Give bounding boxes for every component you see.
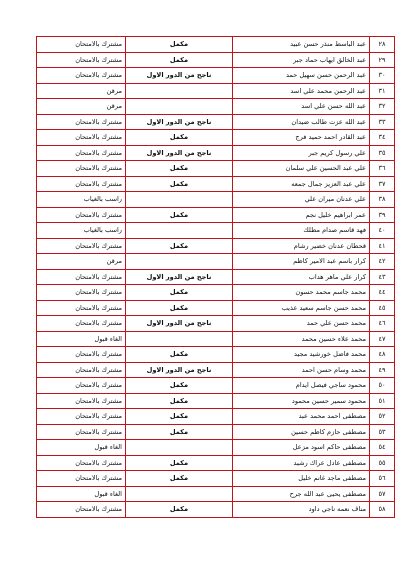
row-number: ٤١ <box>370 238 395 254</box>
student-name: محمد وسام حسن احمد <box>233 362 370 378</box>
table-row <box>37 176 395 192</box>
result-cell: مكمل <box>126 409 233 425</box>
table-row <box>37 455 395 471</box>
result-cell <box>126 486 233 502</box>
result-cell <box>126 192 233 208</box>
table-row <box>37 37 395 53</box>
result-cell: مكمل <box>126 161 233 177</box>
student-name: مصطفى حازم كاظم حسين <box>233 424 370 440</box>
result-cell: مكمل <box>126 130 233 146</box>
status-cell: مرقن <box>37 83 126 99</box>
row-number: ٣٤ <box>370 130 395 146</box>
status-cell: مشترك بالامتحان <box>37 269 126 285</box>
student-name: كرار علي ماهر هداب <box>233 269 370 285</box>
table-row <box>37 316 395 332</box>
row-number: ٥٦ <box>370 471 395 487</box>
row-number: ٤٢ <box>370 254 395 270</box>
status-cell: مشترك بالامتحان <box>37 347 126 363</box>
result-cell <box>126 440 233 456</box>
row-number: ٣٢ <box>370 99 395 115</box>
row-number: ٤٠ <box>370 223 395 239</box>
student-name: مصطفى احمد محمد عبد <box>233 409 370 425</box>
results-table <box>36 36 395 518</box>
result-cell: مكمل <box>126 285 233 301</box>
row-number: ٣٣ <box>370 114 395 130</box>
table-row <box>37 393 395 409</box>
status-cell: مشترك بالامتحان <box>37 238 126 254</box>
row-number: ٣٠ <box>370 68 395 84</box>
table-row <box>37 331 395 347</box>
status-cell: راسب بالغياب <box>37 223 126 239</box>
result-cell: مكمل <box>126 424 233 440</box>
status-cell: مشترك بالامتحان <box>37 285 126 301</box>
result-cell: مكمل <box>126 502 233 518</box>
row-number: ٣٩ <box>370 207 395 223</box>
row-number: ٥٠ <box>370 378 395 394</box>
status-cell: مشترك بالامتحان <box>37 207 126 223</box>
table-row <box>37 254 395 270</box>
result-cell: مكمل <box>126 300 233 316</box>
status-cell: مشترك بالامتحان <box>37 471 126 487</box>
row-number: ٥٢ <box>370 409 395 425</box>
status-cell: مشترك بالامتحان <box>37 362 126 378</box>
table-row <box>37 68 395 84</box>
student-name: عبد القادر احمد حميد فرج <box>233 130 370 146</box>
result-cell: ناجح من الدور الاول <box>126 145 233 161</box>
result-cell: ناجح من الدور الاول <box>126 68 233 84</box>
student-name: محمد حسن جاسم سعيد عذيب <box>233 300 370 316</box>
student-name: عمر ابراهيم خليل نجم <box>233 207 370 223</box>
student-name: علي عبد الحسين علي سلمان <box>233 161 370 177</box>
row-number: ٥٥ <box>370 455 395 471</box>
row-number: ٣١ <box>370 83 395 99</box>
status-cell: مشترك بالامتحان <box>37 145 126 161</box>
student-name: مصطفى يحيى عبد الله جرح <box>233 486 370 502</box>
status-cell: مشترك بالامتحان <box>37 455 126 471</box>
result-cell: ناجح من الدور الاول <box>126 316 233 332</box>
table-row <box>37 471 395 487</box>
table-row <box>37 409 395 425</box>
result-cell: مكمل <box>126 393 233 409</box>
result-cell: ناجح من الدور الاول <box>126 362 233 378</box>
results-table-body <box>37 37 395 518</box>
row-number: ٤٤ <box>370 285 395 301</box>
student-name: محمود سمير حسين محمود <box>233 393 370 409</box>
status-cell: مشترك بالامتحان <box>37 378 126 394</box>
row-number: ٤٦ <box>370 316 395 332</box>
status-cell: مشترك بالامتحان <box>37 130 126 146</box>
result-cell: مكمل <box>126 378 233 394</box>
status-cell: الغاء قبول <box>37 440 126 456</box>
table-row <box>37 207 395 223</box>
table-row <box>37 285 395 301</box>
row-number: ٢٨ <box>370 37 395 53</box>
student-name: مناف نعمه ناجي داود <box>233 502 370 518</box>
status-cell: مشترك بالامتحان <box>37 300 126 316</box>
result-cell: مكمل <box>126 52 233 68</box>
table-row <box>37 238 395 254</box>
row-number: ٤٨ <box>370 347 395 363</box>
status-cell: مشترك بالامتحان <box>37 409 126 425</box>
status-cell: مشترك بالامتحان <box>37 176 126 192</box>
table-row <box>37 362 395 378</box>
student-name: كرار باسم عبد الامير كاظم <box>233 254 370 270</box>
status-cell: مشترك بالامتحان <box>37 37 126 53</box>
result-cell: ناجح من الدور الاول <box>126 114 233 130</box>
row-number: ٣٥ <box>370 145 395 161</box>
result-cell <box>126 254 233 270</box>
table-row <box>37 114 395 130</box>
table-row <box>37 223 395 239</box>
table-row <box>37 99 395 115</box>
student-name: عبد الرحمن محمد علي اسد <box>233 83 370 99</box>
result-cell <box>126 331 233 347</box>
result-cell: مكمل <box>126 176 233 192</box>
status-cell: مشترك بالامتحان <box>37 114 126 130</box>
row-number: ٢٩ <box>370 52 395 68</box>
student-name: علي عدنان ميران علي <box>233 192 370 208</box>
table-row <box>37 269 395 285</box>
student-name: محمد جاسم محمد حسون <box>233 285 370 301</box>
status-cell: الغاء قبول <box>37 331 126 347</box>
student-name: عبد الله حسن علي اسد <box>233 99 370 115</box>
row-number: ٥١ <box>370 393 395 409</box>
status-cell: مشترك بالامتحان <box>37 393 126 409</box>
student-name: محمود ساجي فيصل ايدام <box>233 378 370 394</box>
result-cell <box>126 99 233 115</box>
status-cell: مشترك بالامتحان <box>37 316 126 332</box>
row-number: ٥٤ <box>370 440 395 456</box>
student-name: محمد علاء حسين محمد <box>233 331 370 347</box>
table-row <box>37 378 395 394</box>
student-name: علي رسول كريم جبر <box>233 145 370 161</box>
table-row <box>37 300 395 316</box>
student-name: عبد الخالق ايهاب حماد جبر <box>233 52 370 68</box>
table-row <box>37 161 395 177</box>
status-cell: الغاء قبول <box>37 486 126 502</box>
result-cell: مكمل <box>126 37 233 53</box>
table-row <box>37 486 395 502</box>
result-cell: مكمل <box>126 471 233 487</box>
student-name: قحطان عدنان خضير رشام <box>233 238 370 254</box>
status-cell: مشترك بالامتحان <box>37 502 126 518</box>
table-row <box>37 145 395 161</box>
student-name: مصطفى عادل عراك رشيد <box>233 455 370 471</box>
status-cell: مرقن <box>37 254 126 270</box>
row-number: ٤٩ <box>370 362 395 378</box>
row-number: ٤٥ <box>370 300 395 316</box>
row-number: ٣٦ <box>370 161 395 177</box>
result-cell: ناجح من الدور الاول <box>126 269 233 285</box>
status-cell: مشترك بالامتحان <box>37 161 126 177</box>
table-row <box>37 347 395 363</box>
row-number: ٥٨ <box>370 502 395 518</box>
row-number: ٤٧ <box>370 331 395 347</box>
row-number: ٤٣ <box>370 269 395 285</box>
status-cell: مشترك بالامتحان <box>37 68 126 84</box>
result-cell: مكمل <box>126 238 233 254</box>
row-number: ٥٣ <box>370 424 395 440</box>
status-cell: مشترك بالامتحان <box>37 424 126 440</box>
student-name: عبد الله عزت طالب ضيدان <box>233 114 370 130</box>
table-row <box>37 502 395 518</box>
student-name: محمد حسن علي حمد <box>233 316 370 332</box>
student-name: مصطفى ماجد غانم خليل <box>233 471 370 487</box>
student-name: محمد فاضل خورشيد مجيد <box>233 347 370 363</box>
table-row <box>37 424 395 440</box>
row-number: ٥٧ <box>370 486 395 502</box>
row-number: ٣٨ <box>370 192 395 208</box>
student-name: عبد الرحمن حسن سهيل حمد <box>233 68 370 84</box>
student-name: عبد الباسط منذر حسن عبيد <box>233 37 370 53</box>
table-row <box>37 83 395 99</box>
status-cell: مرقن <box>37 99 126 115</box>
table-row <box>37 52 395 68</box>
result-cell <box>126 83 233 99</box>
result-cell: مكمل <box>126 207 233 223</box>
student-name: فهد قاسم صدام مطلك <box>233 223 370 239</box>
status-cell: مشترك بالامتحان <box>37 52 126 68</box>
table-row <box>37 130 395 146</box>
row-number: ٣٧ <box>370 176 395 192</box>
table-row <box>37 440 395 456</box>
student-name: مصطفى حاكم اسود مزعل <box>233 440 370 456</box>
table-row <box>37 192 395 208</box>
status-cell: راسب بالغياب <box>37 192 126 208</box>
student-name: علي عبد العزيز جمال جمعه <box>233 176 370 192</box>
result-cell: مكمل <box>126 455 233 471</box>
result-cell <box>126 223 233 239</box>
result-cell: مكمل <box>126 347 233 363</box>
